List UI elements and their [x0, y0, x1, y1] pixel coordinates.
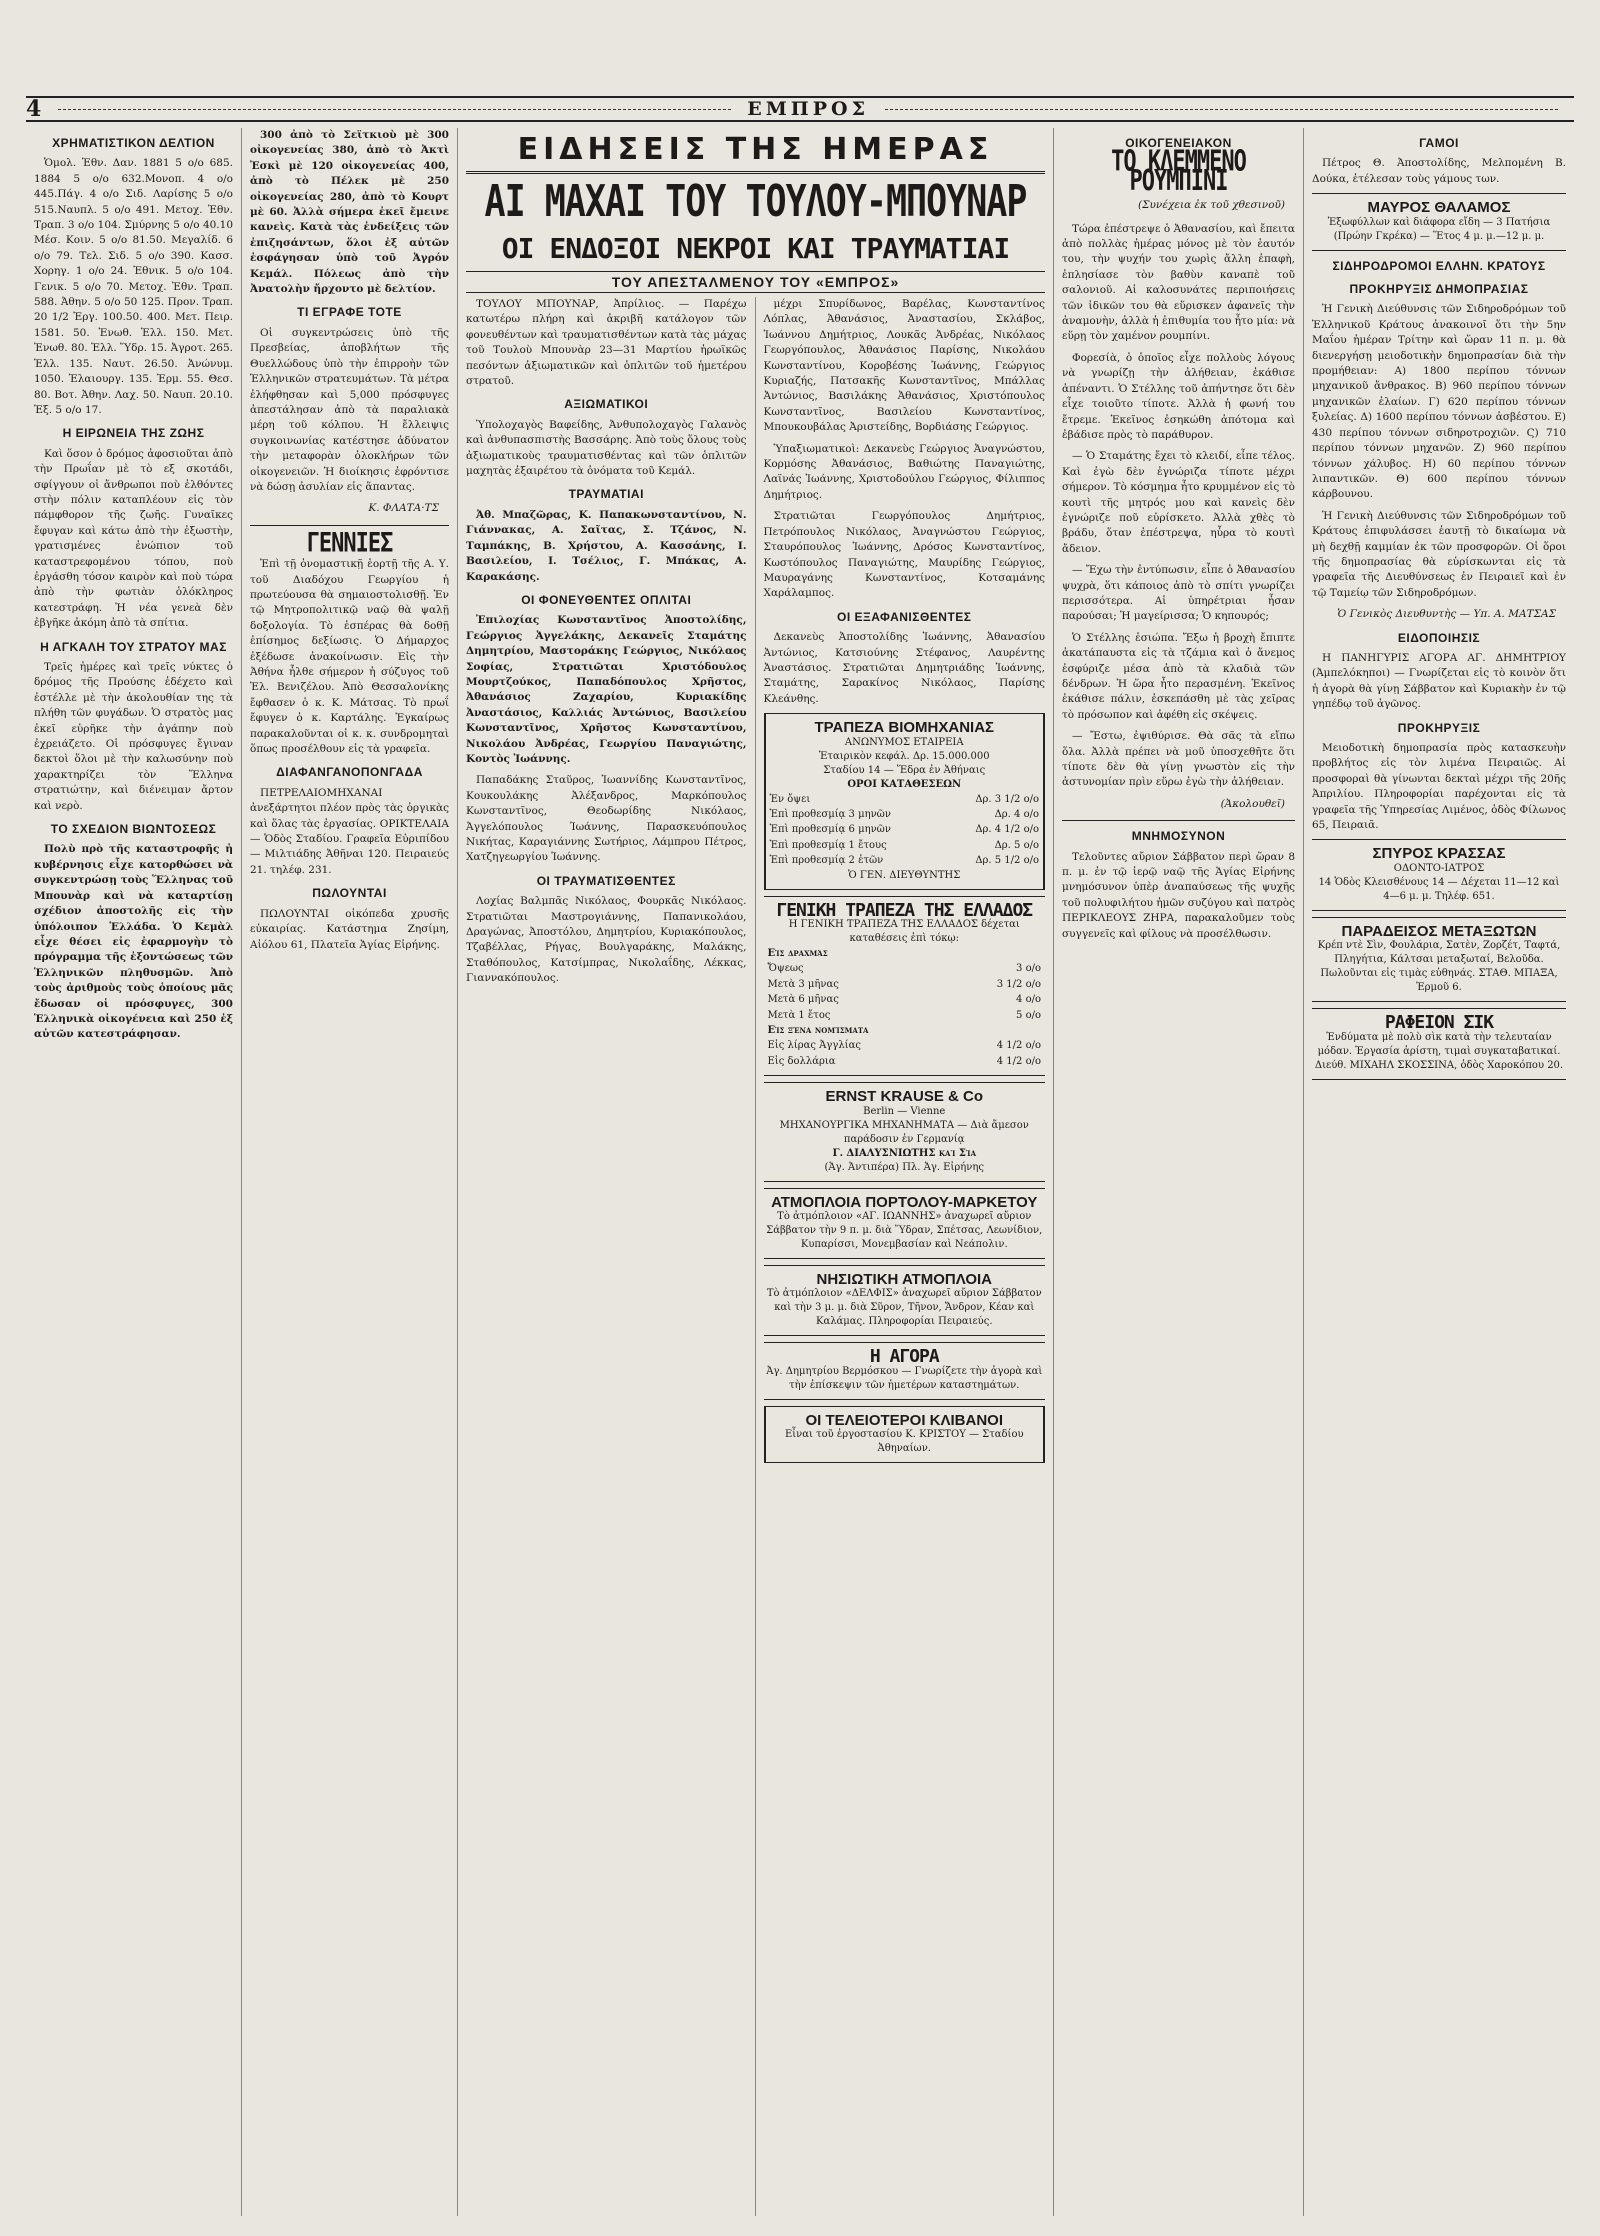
weddings-title: ΓΑΜΟΙ	[1419, 136, 1459, 150]
bank2-text: Η ΓΕΝΙΚΗ ΤΡΑΠΕΖΑ ΤΗΣ ΕΛΛΑΔΟΣ δέχεται καταθέσεις ἐπὶ τόκῳ:	[788, 919, 1020, 944]
term-label: Ἐπὶ προθεσμίᾳ 2 ἐτῶν	[769, 855, 884, 867]
table-row	[766, 977, 1044, 992]
bank1-director: Ὁ ΓΕΝ. ΔΙΕΥΘΥΝΤΗΣ	[848, 869, 961, 881]
term-rate: 5 ο/ο	[1016, 1009, 1041, 1021]
army-embrace-title: Η ΑΓΚΑΛΗ ΤΟΥ ΣΤΡΑΤΟΥ ΜΑΣ	[40, 639, 227, 654]
serial-to-be-continued: (Ἀκολουθεῖ)	[1220, 797, 1285, 810]
bank2-terms-table	[766, 946, 1044, 1069]
ad-dentist	[1312, 839, 1566, 910]
table-row	[768, 807, 1042, 822]
ovens-text: Εἶναι τοῦ ἐργοστασίου Κ. ΚΡΙΣΤΟΥ — Σταδίου Ἀθηναίων.	[784, 1429, 1024, 1455]
plan-title: ΤΟ ΣΧΕΔΙΟΝ ΒΙΩΝΤΟΣΕΩΣ	[50, 822, 217, 837]
agora-name: Η ΑΓΟΡΑ	[869, 1346, 939, 1368]
bank1-address: Σταδίου 14 — Ἕδρα ἐν Ἀθήναις	[823, 764, 986, 776]
term-label: Ἐπὶ προθεσμίᾳ 3 μηνῶν	[769, 808, 891, 820]
ad-general-bank	[764, 896, 1046, 1077]
ad-mauros-thalamos	[1312, 193, 1566, 250]
ad-engines-text: ΠΕΤΡΕΛΑΙΟΜΗΧΑΝΑΙ ἀνεξάρτητοι πλέον πρὸς τὰς ὀργικὰς καὶ ὅλας τὰς ἐργασίας. ΟΡΙΚΤΕΛΑΙΑ — Ὁδὸς Σταδίου. Γραφεῖα Εὐριπίδου — Μιλτιάδης Ἀθῆναι 120. Πειραιεύς 21. τηλέφ. 231.	[250, 786, 449, 876]
page-number: 4	[26, 96, 43, 122]
wounded-title: ΤΡΑΥΜΑΤΙΑΙ	[568, 487, 644, 502]
killed-title: ΟΙ ΦΟΝΕΥΘΕΝΤΕΣ ΟΠΛΙΤΑΙ	[521, 592, 692, 607]
lead-headline: ΑΙ ΜΑΧΑΙ ΤΟΥ ΤΟΥΛΟΥ-ΜΠΟΥΝΑΡ	[484, 177, 1027, 227]
tender-signature: Ὁ Γενικὸς Διευθυντὴς — Υπ. Α. ΜΑΤΣΑΣ	[1337, 608, 1556, 621]
lead-intro: ΤΟΥΛΟΥ ΜΠΟΥΝΑΡ, Ἀπρίλιος. — Παρέχω κατωτέρω πλήρη καὶ ἀκριβῆ κατάλογον τῶν φονευθέντων καὶ τραυματισθέντων κατὰ τὰς μάχας τοῦ Τουλοὺ Μπουνὰρ 23—31 Μαρτίου ἡρωϊκῶς πεσόντων ἀξιωματικῶν καὶ ὁπλιτῶν τοῦ ἡμετέρου στρατοῦ.	[466, 298, 747, 388]
divider	[1062, 820, 1295, 821]
ship2-name: ΝΗΣΙΩΤΙΚΗ ΑΤΜΟΠΛΟΙΑ	[816, 1271, 992, 1289]
term-label: Εἰς ξένα νομίσματα	[767, 1025, 869, 1037]
villages-text: 300 ἀπὸ τὸ Σεϊτκιοὺ μὲ 300 οἰκογενείας 380, ἀπὸ τὸ Ἀκτὶ Ἐσκὶ μὲ 120 οἰκογενείας 400, ἀπὸ τὸ Πέλεκ μὲ 250 οἰκογενείας 280, ἀπὸ τὸ Κουρτ μὲ 60. Ἀλλὰ σήμερα ἐκεῖ ἔμεινε κανεὶς. Κατὰ τὰς ἐνδείξεις τῶν ἐπιζησάντων, ὅλοι ἐξ αὐτῶν ἐσφάγησαν ὑπὸ τοῦ Ἀγρόν Κεμάλ. Πόλεως ἀπὸ τὴν Ἀνατολὴν ἤρχοντο μὲ δελτίον.	[250, 129, 449, 296]
column-5	[1054, 128, 1304, 2216]
mourning-title: ΜΑΥΡΟΣ ΘΑΛΑΜΟΣ	[1367, 199, 1511, 217]
ad-shipping-1	[764, 1188, 1046, 1259]
tailor-title: ΡΑΦΕΙΟΝ ΣΙΚ	[1384, 1012, 1494, 1034]
army-embrace-text: Τρεῖς ἡμέρες καὶ τρεῖς νύκτες ὁ δρόμος τῆς Προύσης ἐδέχετο καὶ ἐστέλλε μὲ τὴν ἀκολουθίαν της τὰ πλήθη τῶν φυγάδων. Ὁ στρατὸς μας ἐκεῖ εὑρῆκε τὴν ἀγάπην ποὺ ἐχρειάζετο. Οἱ πρόσφυγες ἔγιναν δεκτοὶ ὅλοι μὲ τὴν καλωσύνην ποὺ χαρακτηρίζει τὸν Ἕλληνα στρατιώτην, καὶ διένειμαν ἄρτον καὶ νερὸ.	[34, 661, 233, 812]
ad-silk-paradise	[1312, 917, 1566, 1002]
tailor-text: Ἐνδύματα μὲ πολὺ σὶκ κατὰ τὴν τελευταίαν μόδαν. Ἐργασία ἀρίστη, τιμαὶ συγκαταβατικαί. Διεύθ. ΜΙΧΑΗΛ ΣΚΟΣΣΙΝΑ, ὁδὸς Χαροκόπου 20.	[1314, 1031, 1564, 1071]
ernst-agent: Γ. ΔΙΑΛΥΣΝΙΩΤΗΣ καὶ Σία	[832, 1147, 976, 1159]
plan-text: Πολὺ πρὸ τῆς καταστροφῆς ἡ κυβέρνησις εἶχε κατορθώσει νὰ συγκεντρώσῃ τοὺς Ἕλληνας τοῦ Μπουνὰρ καὶ νὰ καταρτίσῃ σχέδιον ἀποστολῆς εἰς τὴν ὑπόλοιπον Ἑλλάδα. Ὁ Κεμὰλ εἶχε θέσει εἰς ἐφαρμογὴν τὸ πρόγραμμα τῆς ἐξοντώσεως τῶν Ἑλληνικῶν πληθυσμῶν. Ἀπὸ τοὺς ἀριθμοὺς τοὺς ὁποίους μᾶς ἔδωσαν οἱ πρόσφυγες, 300 Ἑλληνικὰ οἰκογένεια καὶ 250 ἐξ αὐτῶν κατεστράφησαν.	[34, 843, 233, 1041]
silk-title: ΠΑΡΑΔΕΙΣΟΣ ΜΕΤΑΞΩΤΩΝ	[1341, 922, 1537, 940]
term-rate: 4 1/2 ο/ο	[996, 1055, 1041, 1067]
term-rate: 3 1/2 ο/ο	[996, 978, 1041, 990]
term-label: Εἰς δολλάρια	[767, 1055, 836, 1067]
bank1-terms-table	[768, 792, 1042, 869]
ad-tailor	[1312, 1008, 1566, 1079]
wounded-text: Ἀθ. Μπαζῶρας, Κ. Παπακωνσταντίνου, Ν. Γιάννακας, Α. Σαῖτας, Σ. Τζάνος, Ν. Ταμπάκης, Β. Χρήστου, Α. Κασσάνης, Ι. Βασιλείου, Ι. Τσέλιος, Γ. Μπάκας, Α. Καρακάσης.	[466, 508, 747, 583]
silk-text: Κρέπ ντὲ Σὶν, Φουλάρια, Σατὲν, Ζορζέτ, Ταφτά, Πληγήτια, Κάλτσαι μεταξωταί, Βελοῦδα. Πωλοῦνται εἰς τιμὰς εὐθηνάς. ΣΤΑΘ. ΜΠΑΞΑ, Ἐρμοῦ 6.	[1317, 940, 1561, 994]
births-title: ΓΕΝΝΙΕΣ	[306, 528, 393, 559]
lead-col-left	[458, 297, 756, 2216]
bank2-name: ΓΕΝΙΚΗ ΤΡΑΠΕΖΑ ΤΗΣ ΕΛΛΑΔΟΣ	[776, 899, 1033, 921]
lead-right-text-3: Στρατιῶται Γεωργόπουλος Δημήτριος, Πετρόπουλος Νικόλαος, Ἀναγνώστου Γεώργιος, Σταυρόπουλος Ἰωάννης, Δρόσος Κωνσταντίνος, Κωστόπουλος Παναγιώτης, Μαυρίδης Γεώργιος, Μαυραγάνης Κωνσταντίνος, Κοτσαμάνης Χαράλαμπος.	[763, 510, 1045, 600]
proclamation-text: Μειοδοτικὴ δημοπρασία πρὸς κατασκευὴν προβλήτος εἰς τὸν λιμένα Πειραιῶς. Αἱ προσφοραὶ θὰ γίνωνται δεκταὶ μέχρι τῆς 20ῆς Ἀπριλίου. Πληροφορίαι παρέχονται εἰς τὰ γραφεῖα τῆς Ὑπηρεσίας Λιμένος, ὁδὸς Φίλωνος 65, Πειραιᾶ.	[1312, 742, 1566, 832]
for-sale-text: ΠΩΛΟΥΝΤΑΙ οἰκόπεδα χρυσῆς εὐκαιρίας. Κατάστημα Ζησίμη, Αἰόλου 61, Πλατεῖα Ἁγίας Εἰρήνης.	[250, 907, 449, 951]
notification-text: Η ΠΑΝΗΓΥΡΙΣ ΑΓΟΡΑ ΑΓ. ΔΗΜΗΤΡΙΟΥ (Ἀμπελόκηποι) — Γνωρίζεται εἰς τὸ κοινὸν ὅτι ἡ ἀγορὰ θὰ γίνῃ Σάββατον καὶ Κυριακὴν ἐν τῷ γηπέδῳ τοῦ ἀγῶνος.	[1312, 651, 1566, 711]
serial-text-6: — Ἔστω, ἐψιθύρισε. Θὰ σᾶς τὰ εἴπω ὅλα. Ἀλλὰ πρέπει νὰ μοῦ ὑποσχεθῆτε ὅτι τίποτε δὲν θὰ γίνῃ γνωστὸν εἰς τὴν ἀστυνομίαν πρὶν εὕρω ἐγὼ τὴν ἀλήθειαν.	[1062, 730, 1295, 789]
term-label: Ὄψεως	[767, 963, 804, 975]
term-rate: 4 ο/ο	[1016, 994, 1041, 1006]
table-row	[766, 1054, 1044, 1069]
ernst-sub: Berlin — Vienne	[863, 1105, 946, 1117]
killed-text-2: Παπαδάκης Σταῦρος, Ἰωαννίδης Κωνσταντῖνος, Κουκουλάκης Ἀλέξανδρος, Μαρκόπουλος Κωνσταντῖνος, Θεοδωρίδης Νικόλαος, Ἀγγελόπουλος Ἰωάννης, Παρασκευόπουλος Νικήτας, Καραγιάννης Σωτήριος, Λάμπρου Πέτρος, Χατζηγεωργίου Ἰωάννης.	[466, 774, 747, 864]
term-label: Μετὰ 6 μῆνας	[767, 994, 839, 1006]
serial-text-4: — Ἔχω τὴν ἐντύπωσιν, εἶπε ὁ Ἀθανασίου ψυχρὰ, ὅτι κάποιος ἀπὸ τὸ σπίτι γνωρίζει περισσότερα. Αἱ ὑπηρέτριαι ἦσαν παρούσαι; Ἡ μαγείρισσα; Ὁ κηπουρός;	[1062, 564, 1295, 623]
term-rate	[956, 946, 1043, 961]
irony-of-life-text: Καὶ ὅσον ὁ δρόμος ἀφοσιοῦται ἀπὸ τὴν Πρωΐαν μὲ τὸ εξ σκοτάδι, σφίγγουν οἱ ἄνθρωποι ποὺ ἐλθόντες στὴν πόλιν καταπλέουν εἰς τὸν πάμφθορον τῆς ζωῆς. Γυναῖκες ἔφυγαν καὶ κάτω ἀπὸ τὴν ἐξωστὴν, γρατισμένες ἐνώπιον τοῦ καταστρεφομένου τόπου, ποὺ ἐργάσθη τόσον καιρὸν καὶ ποὺ τώρα ἀπὸ τὴν φωτιὰν ὁλόκληρος κατεστράφη. Ἡ νέα γενεὰ δὲν ἐβγῆκε ἀκόμη ἀπὸ τὰ σπίτια.	[34, 447, 233, 630]
lead-right-text-2: Ὑπαξιωματικοὶ: Δεκανεὺς Γεώργιος Ἀναγνώστου, Κορμόσης Ἀθανάσιος, Βαθιώτης Παναγιώτης, Λαϊνάς Ἰωάννης, Χριστοδούλου Γεώργιος, Φίλιππος Δημήτριος.	[763, 442, 1045, 501]
dentist-name: ΣΠΥΡΟΣ ΚΡΑΣΣΑΣ	[1372, 845, 1506, 863]
divider	[250, 525, 449, 526]
column-6	[1304, 128, 1574, 2216]
ad-industry-bank	[764, 713, 1046, 889]
masthead-rule-right	[885, 109, 1558, 110]
masthead-rule	[58, 109, 731, 110]
dentist-text: 14 Ὁδὸς Κλεισθένους 14 — Δέχεται 11—12 καὶ 4—6 μ. μ. Τηλέφ. 651.	[1318, 876, 1560, 902]
term-label: Ἐπὶ προθεσμίᾳ 1 ἔτους	[769, 839, 887, 851]
table-row	[766, 992, 1044, 1007]
term-rate	[956, 1023, 1043, 1038]
paper-name: ΕΜΠΡΟΣ	[747, 98, 870, 120]
agora-text: Ἀγ. Δημητρίου Βερμόσκου — Γνωρίζετε τὴν ἀγορὰ καὶ τὴν ἐπίσκεψιν τῶν ἡμετέρων καταστημάτων.	[766, 1365, 1043, 1391]
ad-engines-title: ΔΙΑΦΑΝΓΑΝΟΠΟΝΓΑΔΑ	[276, 765, 423, 780]
term-label: Εἰς δραχμάς	[767, 948, 828, 959]
proclamation-title: ΠΡΟΚΗΡΥΞΙΣ	[1397, 720, 1481, 735]
term-rate: Δρ. 4 ο/ο	[994, 808, 1039, 820]
missing-title: ΟΙ ΕΞΑΦΑΝΙΣΘΕΝΤΕΣ	[836, 609, 972, 624]
births-text: Ἐπὶ τῇ ὀνομαστικῇ ἑορτῇ τῆς Α. Υ. τοῦ Διαδόχου Γεωργίου ἡ πρωτεύουσα θὰ σημαιοστολισθῇ. Ἐν τῷ Μητροπολιτικῷ ναῷ θὰ ψαλῇ δοξολογία. Τὸ ἑσπέρας θὰ δοθῇ ἐπίσημος δεξίωσις. Ὁ Δήμαρχος ἐξέδωσε ἀνακοίνωσιν. Εἰς τὴν Ἀθήνα ἦλθε σήμερον ἡ σύζυγος τοῦ Ἐλ. Βενιζέλου. Ἀπὸ Θεσσαλονίκης ἔφθασεν ὁ κ. Κ. Μάτσας. Τὸ πρωΐ ἔφυγεν ὁ κ. Καρτάλης. Ἐγκαίρως παρακαλοῦνται οἱ κ. κ. συνδρομηταὶ ὅπως προσέλθουν εἰς τὰ γραφεῖα.	[250, 558, 449, 756]
then-text: Οἱ συγκεντρώσεις ὑπὸ τῆς Πρεσβείας, ἀποβλήτων τῆς Θυελλώδους ὑπὸ τὴν ἐπιρροὴν τῶν Ἑλληνικῶν στρατευμάτων. Τὰ μέτρα ἐλήφθησαν καὶ 5,000 πρόσφυγες ἀπεστάλησαν ἀπὸ τὰ παραλιακὰ μέρη τοῦ κόλπου. Ἡ ἔλλειψις συγκοινωνίας κατέστησε ἀδύνατον τὴν μεταφορὰν ὁλοκλήρων τῶν οἰκογενειῶν. Ἡ διοίκησις ἐφρόντισε νὰ δώσῃ ἀσυλίαν εἰς ἅπαντας.	[250, 326, 449, 493]
tender-title: ΠΡΟΚΗΡΥΞΙΣ ΔΗΜΟΠΡΑΣΙΑΣ	[1349, 282, 1529, 297]
railway-title: ΣΙΔΗΡΟΔΡΟΜΟΙ ΕΛΛΗΝ. ΚΡΑΤΟΥΣ	[1332, 258, 1546, 273]
killed-text: Ἐπιλοχίας Κωνσταντῖνος Ἀποστολίδης, Γεώργιος Ἀγγελάκης, Δεκανεῖς Σταμάτης Δημητρίου, Μαστοράκης Γεώργιος, Νικόλαος Σοφίας, Στρατιῶται Χριστόδουλος Μουρτζούκος, Παπαδόπουλος Χρῆστος, Ἀθανάσιος Ζαχαρίου, Κυριακίδης Ἀναστάσιος, Καλλιάς Ἀντώνιος, Βασιλείου Κωνσταντῖνος, Χρῆστος Κωνσταντίνου, Νικολάου Ἀνδρέας, Γεωργίου Παναγιώτης, Κοντὸς Ἰωάννης.	[466, 614, 747, 765]
ad-ernst-krause	[764, 1082, 1046, 1181]
missing-text: Δεκανεὺς Ἀποστολίδης Ἰωάννης, Ἀθανασίου Ἀντώνιος, Κατσιούνης Στέφανος, Λαυρέντης Ἀναστάσιος. Στρατιῶται Δημητριάδης Ἰωάννης, Σταμάτης, Σαρακίνος Νικόλαος, Παρίσης Κλεάνθης.	[763, 631, 1045, 705]
serial-text-3: — Ὁ Σταμάτης ἔχει τὸ κλειδί, εἶπε τέλος. Καὶ ἐγὼ δὲν ἐγνώριζα τίποτε μέχρι σήμερον. Τὸ κόσμημα ἦτο κρυμμένον εἰς τὸ κουτὶ τῆς μητρός μου καὶ κανεὶς δὲν ἐγνώριζε ποῦ εὑρίσκετο. Ἀλλὰ χθὲς τὸ βράδυ, ὅταν ἐπέστρεψα, ηὗρα τὸ κουτὶ ἄδειον.	[1062, 450, 1295, 555]
masthead	[26, 96, 1574, 122]
ship1-text: Τὸ ἀτμόπλοιον «ΑΓ. ΙΩΑΝΝΗΣ» ἀναχωρεῖ αὔριον Σάββατον τὴν 9 π. μ. διὰ Ὕδραν, Σπέτσας, Λεωνίδιον, Κυπαρίσσι, Μονεμβασίαν καὶ Νεάπολιν.	[766, 1211, 1043, 1251]
serial-kicker: ΟΙΚΟΓΕΝΕΙΑΚΟΝ	[1125, 136, 1232, 150]
term-rate: Δρ. 4 1/2 ο/ο	[975, 824, 1039, 836]
term-label: Μετὰ 1 ἔτος	[767, 1009, 831, 1021]
lead-head	[458, 128, 1053, 297]
injured-title: ΟΙ ΤΡΑΥΜΑΤΙΣΘΕΝΤΕΣ	[536, 873, 676, 888]
ad-agora	[764, 1342, 1046, 1399]
serial-text-2: Φορεσίὰ, ὁ ὁποῖος εἶχε πολλοὺς λόγους νὰ γνωρίζῃ τὴν ἀλήθειαν, ἐκάθισε ἀπέναντι. Ὁ Στέλλης τοῦ ἀπήντησε ὅτι δὲν εἶχε τοιοῦτο τίποτε. Ἀλλὰ ἡ φωνή του ἔτρεμε. Ἐκεῖνος ἐσηκώθη ἀπότομα καὶ ἐβάδισε πρὸς τὸ παράθυρον.	[1062, 351, 1295, 441]
term-label: Εἰς λίρας Ἀγγλίας	[767, 1040, 861, 1052]
ovens-name: ΟΙ ΤΕΛΕΙΟΤΕΡΟΙ ΚΛΙΒΑΝΟΙ	[805, 1411, 1004, 1429]
term-rate: Δρ. 5 1/2 ο/ο	[975, 855, 1039, 867]
irony-of-life-title: Η ΕΙΡΩΝΕΙΑ ΤΗΣ ΖΩΗΣ	[62, 426, 205, 441]
memorial-title: ΜΝΗΜΟΣΥΝΟΝ	[1131, 829, 1226, 844]
column-1	[26, 128, 242, 2216]
bank1-terms-title: ΟΡΟΙ ΚΑΤΑΘΕΣΕΩΝ	[847, 778, 962, 790]
ship2-text: Τὸ ἀτμόπλοιον «ΔΕΛΦΙΣ» ἀναχωρεῖ αὔριον Σάββατον καὶ τὴν 3 μ. μ. διὰ Σῦρον, Τῆνον, Ἄνδρον, Κέαν καὶ Καλάμας. Πληροφορίαι Πειραιεύς.	[766, 1288, 1042, 1328]
term-label: Ἐν ὄψει	[769, 793, 811, 805]
term-rate: Δρ. 5 ο/ο	[994, 839, 1039, 851]
table-row	[768, 822, 1042, 837]
lead-body	[458, 297, 1053, 2216]
serial-text-5: Ὁ Στέλλης ἐσιώπα. Ἔξω ἡ βροχὴ ἔπιπτε ἀκατάπαυστα εἰς τὰ τζάμια καὶ ὁ ἄνεμος ἐσφύριζε μέσα ἀπὸ τὰ κλαδιὰ τῶν δένδρων. Ἡ ὥρα ἦτο περασμένη. Ἐκεῖνος ἐκάθισε πάλιν, ἐσκεπάσθη μὲ τὰς χεῖρας τὸ πρόσωπον καὶ ἀφέθη εἰς σκέψεις.	[1062, 631, 1295, 721]
term-label: Μετὰ 3 μῆνας	[767, 978, 839, 990]
notification-title: ΕΙΔΟΠΟΙΗΣΙΣ	[1397, 630, 1481, 645]
bank1-sub: ΑΝΩΝΥΜΟΣ ΕΤΑΙΡΕΙΑ	[844, 736, 964, 748]
stock-report-text: Ὁμολ. Ἐθν. Δαν. 1881 5 ο/ο 685. 1884 5 ο/ο 632.Μονοπ. 4 ο/ο 445.Πάγ. 4 ο/ο Σιδ. Λαρίσης 5 ο/ο 515.Ναυπλ. 5 ο/ο 491. Μετοχ. Ἐθν. Τραπ. 3 ο/ο 104. Σμύρνης 5 ο/ο 40.10 Μέσ. Κοιν. 5 ο/ο 81.50. Μεγαλίδ. 6 ο/ο 79. Τελ. Σιδ. 5 ο/ο 390. Κασσ. Χορηγ. 1 ο/ο 24. Ἐθνικ. 5 ο/ο 104. Γενικ. 5 ο/ο 70. Μετοχ. Ἐθν. Τραπ. 588. Ἀθην. 5 ο/ο 50 125. Προν. Τραπ. 20 1/2 Ἐργ. 100.50. 400. Μετ. Πειρ. 1581. 50. Ἐνωθ. Ἑλλ. 150. Μετ. Ἐνωθ. 80. Ἑλλ. Ὕδρ. 15. Ἀγροτ. 265. Ἑλλ. 135. Ναυτ. 26.50. Ἀνώνυμ. 1050. Ἐλαιουργ. 135. Ἑρμ. 55. Θεσ. 80. Βοτ. Ἀθην. Λαχ. 50. Ναυπ. 20.10. Ἐξ. 5 ο/ο 17.	[34, 157, 233, 416]
officers-title: ΑΞΙΩΜΑΤΙΚΟΙ	[564, 397, 649, 412]
bank1-capital: Ἐταιρικὸν κεφάλ. Δρ. 15.000.000	[818, 750, 990, 762]
serial-continuation: (Συνέχεια ἐκ τοῦ χθεσινοῦ)	[1138, 199, 1285, 212]
bank1-name: ΤΡΑΠΕΖΑ ΒΙΟΜΗΧΑΝΙΑΣ	[814, 719, 995, 737]
term-rate: 4 1/2 ο/ο	[996, 1040, 1041, 1052]
mourning-text: Ἐξωφύλλων καὶ διάφορα εἴδη — 3 Πατήσια (Πρώην Γκρέκα) — Ἕτος 4 μ. μ.—12 μ. μ.	[1327, 216, 1551, 242]
dentist-sub: ΟΔΟΝΤΟ-ΙΑΤΡΟΣ	[1393, 862, 1485, 874]
term-rate: 3 ο/ο	[1016, 963, 1041, 975]
table-row	[766, 961, 1044, 976]
ship1-name: ΑΤΜΟΠΛΟΙΑ ΠΟΡΤΟΛΟΥ-ΜΑΡΚΕΤΟΥ	[771, 1193, 1038, 1211]
ernst-address: (Ἁγ. Ἀντιπέρα) Πλ. Ἀγ. Εἰρήνης	[824, 1161, 984, 1173]
table-row	[766, 1038, 1044, 1053]
ad-shipping-2	[764, 1265, 1046, 1336]
lead-byline: ΤΟΥ ΑΠΕΣΤΑΛΜΕΝΟΥ ΤΟΥ «ΕΜΠΡΟΣ»	[466, 271, 1045, 293]
ernst-text: ΜΗΧΑΝΟΥΡΓΙΚΑ ΜΗΧΑΝΗΜΑΤΑ — Διὰ ἄμεσον παράδοσιν ἐν Γερμανίᾳ	[779, 1119, 1029, 1145]
tender-text: Ἡ Γενικὴ Διεύθυνσις τῶν Σιδηροδρόμων τοῦ Ἑλληνικοῦ Κράτους ἀνακοινοῖ ὅτι τὴν 5ην Μαΐου ἡμέραν Τρίτην καὶ ὥραν 11 π. μ. θὰ διενεργήσῃ μειοδοτικὴν δημοπρασίαν διὰ τὴν προμήθειαν: Α) 1800 περίπου τόννων μηχανικοῦ ἄνθρακος. Β) 960 περίπου τόννων μηχανικῶν ἐλαίων. Γ) 620 περίπου τόννων ξυλείας. Δ) 1600 περίπου τόννων ἀσβέστου. Ε) 430 περίπου τόννων σιδηροτροχιῶν. Ϛ) 710 περίπου τόννων μηχανῶν. Ζ) 960 περίπου τόννων χάλυβος. Η) 60 περίπου τόννων λιπαντικῶν. Θ) 600 περίπου τόννων κάρβουνου.	[1312, 303, 1566, 501]
table-row	[766, 1008, 1044, 1023]
stock-report-title: ΧΡΗΜΑΤΙΣΤΙΚΟΝ ΔΕΛΤΙΟΝ	[52, 136, 215, 150]
lead-story	[458, 128, 1054, 2216]
article-signature: Κ. ΦΛΑΤΑ·ΤΣ	[368, 502, 439, 515]
serial-title: ΤΟ ΚΛΕΜΜΕΝΟ ΡΟΥΜΠΙΝΙ	[1111, 146, 1246, 199]
officers-text: Ὑπολοχαγὸς Βαφείδης, Ἀνθυπολοχαγὸς Γαλανὸς καὶ ἀνθυπασπιστὴς Βασσάρης. Ἀπὸ τοὺς ὅλους τοὺς ἀξιωματικοὺς τραυματισθέντας καὶ τῶν ὁπλιτῶν μαχητὰς ἐξαιρέτου τὰ ὀνόματα τοῦ Κεμάλ.	[466, 418, 747, 478]
column-2	[242, 128, 458, 2216]
ad-ovens	[764, 1406, 1046, 1463]
table-row	[766, 1023, 1044, 1038]
lead-col-right	[756, 297, 1054, 2216]
news-of-day-kicker: ΕΙΔΗΣΕΙΣ ΤΗΣ ΗΜΕΡΑΣ	[466, 132, 1045, 174]
tender-text-2: Ἡ Γενικὴ Διεύθυνσις τῶν Σιδηροδρόμων τοῦ Κράτους ἐπιφυλάσσει ἑαυτῇ τὸ δικαίωμα νὰ μὴ δεχθῇ καμμίαν ἐκ τῶν προσφορῶν. Οἱ ὅροι τῆς δημοπρασίας θὰ εὑρίσκωνται εἰς τὰ γραφεῖα τῆς Διευθύνσεως ἐν Πειραιεῖ καὶ ἐν τῷ Ταμείῳ τῶν Σιδηροδρόμων.	[1312, 509, 1566, 599]
table-row	[768, 853, 1042, 868]
ernst-name: ERNST KRAUSE & Co	[825, 1088, 983, 1106]
lead-right-text-1: μέχρι Σπυρίδωνος, Βαρέλας, Κωνσταντίνος Λόπλας, Ἀθανάσιος, Ἀναστασίου, Σκλάβος, Ἰωάννου Δημήτριος, Λουκᾶς Ἀνδρέας, Νικόλαος Γεωργόπουλος, Ἀθανάσιος Παρίσης, Νικολάου Κωνσταντίνου, Κοροβέσης Ἰωάννης, Γεώργιος Κυριαζής, Πατσακῆς Κωνσταντῖνος, Μπάλλας Ἀντώνιος, Βασιλάκης Ἀθανάσιος, Χριστόπουλος Κωνσταντῖνος, Βασιλείου Κωνσταντίνος, Μπουκουβάλας Ἀριστείδης, Βορδιάσης Γεώργιος.	[763, 298, 1045, 434]
memorial-text: Τελοῦντες αὔριον Σάββατον περὶ ὥραν 8 π. μ. ἐν τῷ ἱερῷ ναῷ τῆς Ἁγίας Εἰρήνης μνημόσυνον ὑπὲρ ἀναπαύσεως τῆς ψυχῆς τοῦ πολυφιλήτου ἡμῶν συζύγου καὶ πατρὸς ΠΕΡΙΚΛΕΟΥΣ ΖΗΡΑ, παρακαλοῦμεν τοὺς συγγενεῖς καὶ φίλους νὰ προσέλθωσιν.	[1062, 850, 1295, 940]
then-title: ΤΙ ΕΓΡΑΦΕ ΤΟΤΕ	[297, 305, 402, 320]
term-label: Ἐπὶ προθεσμίᾳ 6 μηνῶν	[769, 824, 891, 836]
term-rate: Δρ. 3 1/2 ο/ο	[975, 793, 1039, 805]
table-row	[766, 946, 1044, 961]
columns	[26, 128, 1574, 2216]
serial-text-1: Τώρα ἐπέστρεψε ὁ Ἀθανασίου, καὶ ἔπειτα ἀπὸ πολλὰς ἡμέρας μόνος μὲ τὸν ἑαυτόν του, τὴν ψυχήν του χωρὶς ἄλλη ἐπαφὴ, ἐπλησίασε τὸν βαθὺν καναπὲ τοῦ σαλονιοῦ. Αἱ καλοσυνάτες περιποιήσεις τῶν ἰδικῶν του θὰ εὕρισκεν ἀφανεῖς τὴν ἀναμονὴν, ἀλλὰ ἡ ἐπιθυμία του ἦτο μία: νὰ εὕρῃ τὸν χαμένον ρουμπίνι.	[1062, 222, 1295, 343]
for-sale-title: ΠΩΛΟΥΝΤΑΙ	[312, 886, 387, 901]
table-row	[768, 838, 1042, 853]
lead-subhead: ΟΙ ΕΝΔΟΞΟΙ ΝΕΚΡΟΙ ΚΑΙ ΤΡΑΥΜΑΤΙΑΙ	[501, 232, 1010, 265]
injured-text: Λοχίας Βαλμπᾶς Νικόλαος, Φουρκᾶς Νικόλαος. Στρατιῶται Μαστρογιάννης, Παπανικολάου, Δραγώνας, Ἀποστόλου, Δημητρίου, Κυριακόπουλος, Τζαβέλλας, Ρήγας, Βουλγαράκης, Μαλάκης, Σταθόπουλος, Κατσίμπρας, Νικολαΐδης, Λέκκας, Γιαννακόπουλος.	[466, 895, 747, 985]
weddings-text: Πέτρος Θ. Ἀποστολίδης, Μελπομένη Β. Δούκα, ἐτέλεσαν τοὺς γάμους των.	[1312, 157, 1566, 185]
table-row	[768, 792, 1042, 807]
